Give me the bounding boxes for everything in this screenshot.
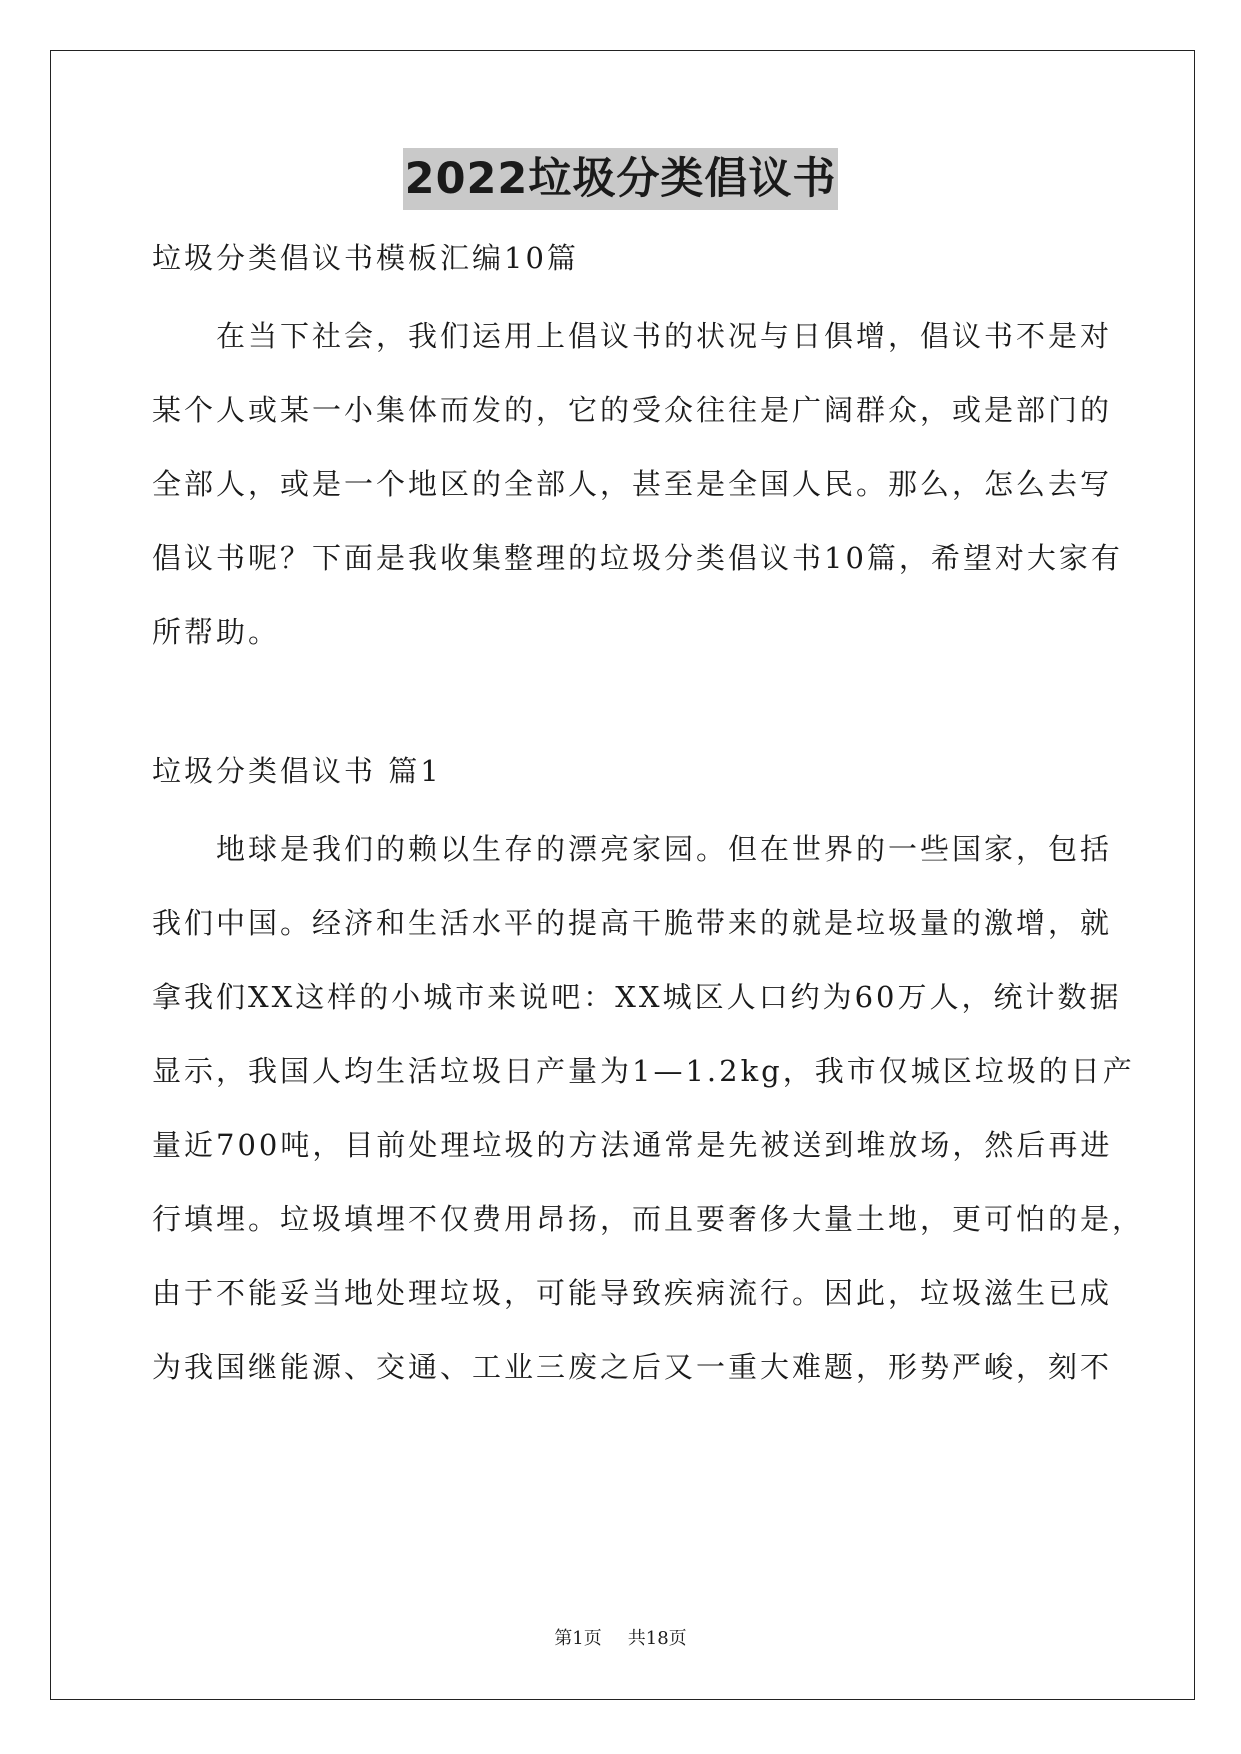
section-line-8: 为我国继能源、交通、工业三废之后又一重大难题，形势严峻，刻不 <box>152 1350 1113 1384</box>
section-heading: 垃圾分类倡议书 篇1 <box>152 754 442 788</box>
section-line-5: 量近700吨，目前处理垃圾的方法通常是先被送到堆放场，然后再进 <box>152 1128 1113 1162</box>
intro-line-5: 所帮助。 <box>152 615 281 649</box>
section-line-4: 显示，我国人均生活垃圾日产量为1—1.2kg，我市仅城区垃圾的日产 <box>152 1054 1135 1088</box>
page-border <box>50 50 1195 1700</box>
intro-line-4: 倡议书呢？下面是我收集整理的垃圾分类倡议书10篇，希望对大家有 <box>152 541 1123 575</box>
title-container <box>0 148 1241 210</box>
page-total: 共18页 <box>627 1628 687 1649</box>
page-number: 第1页 <box>554 1628 602 1649</box>
intro-line-2: 某个人或某一小集体而发的，它的受众往往是广阔群众，或是部门的 <box>152 393 1113 427</box>
intro-line-1: 在当下社会，我们运用上倡议书的状况与日俱增，倡议书不是对 <box>152 319 1113 353</box>
document-title: 2022垃圾分类倡议书 <box>403 148 839 210</box>
section-line-1: 地球是我们的赖以生存的漂亮家园。但在世界的一些国家，包括 <box>152 832 1113 866</box>
section-line-3: 拿我们XX这样的小城市来说吧：XX城区人口约为60万人，统计数据 <box>152 980 1122 1014</box>
document-subtitle: 垃圾分类倡议书模板汇编10篇 <box>152 241 579 275</box>
section-line-2: 我们中国。经济和生活水平的提高干脆带来的就是垃圾量的激增，就 <box>152 906 1113 940</box>
section-line-7: 由于不能妥当地处理垃圾，可能导致疾病流行。因此，垃圾滋生已成 <box>152 1276 1113 1310</box>
intro-line-3: 全部人，或是一个地区的全部人，甚至是全国人民。那么，怎么去写 <box>152 467 1113 501</box>
section-line-6: 行填埋。垃圾填埋不仅费用昂扬，而且要奢侈大量土地，更可怕的是， <box>152 1202 1145 1236</box>
page-footer <box>0 1627 1241 1651</box>
